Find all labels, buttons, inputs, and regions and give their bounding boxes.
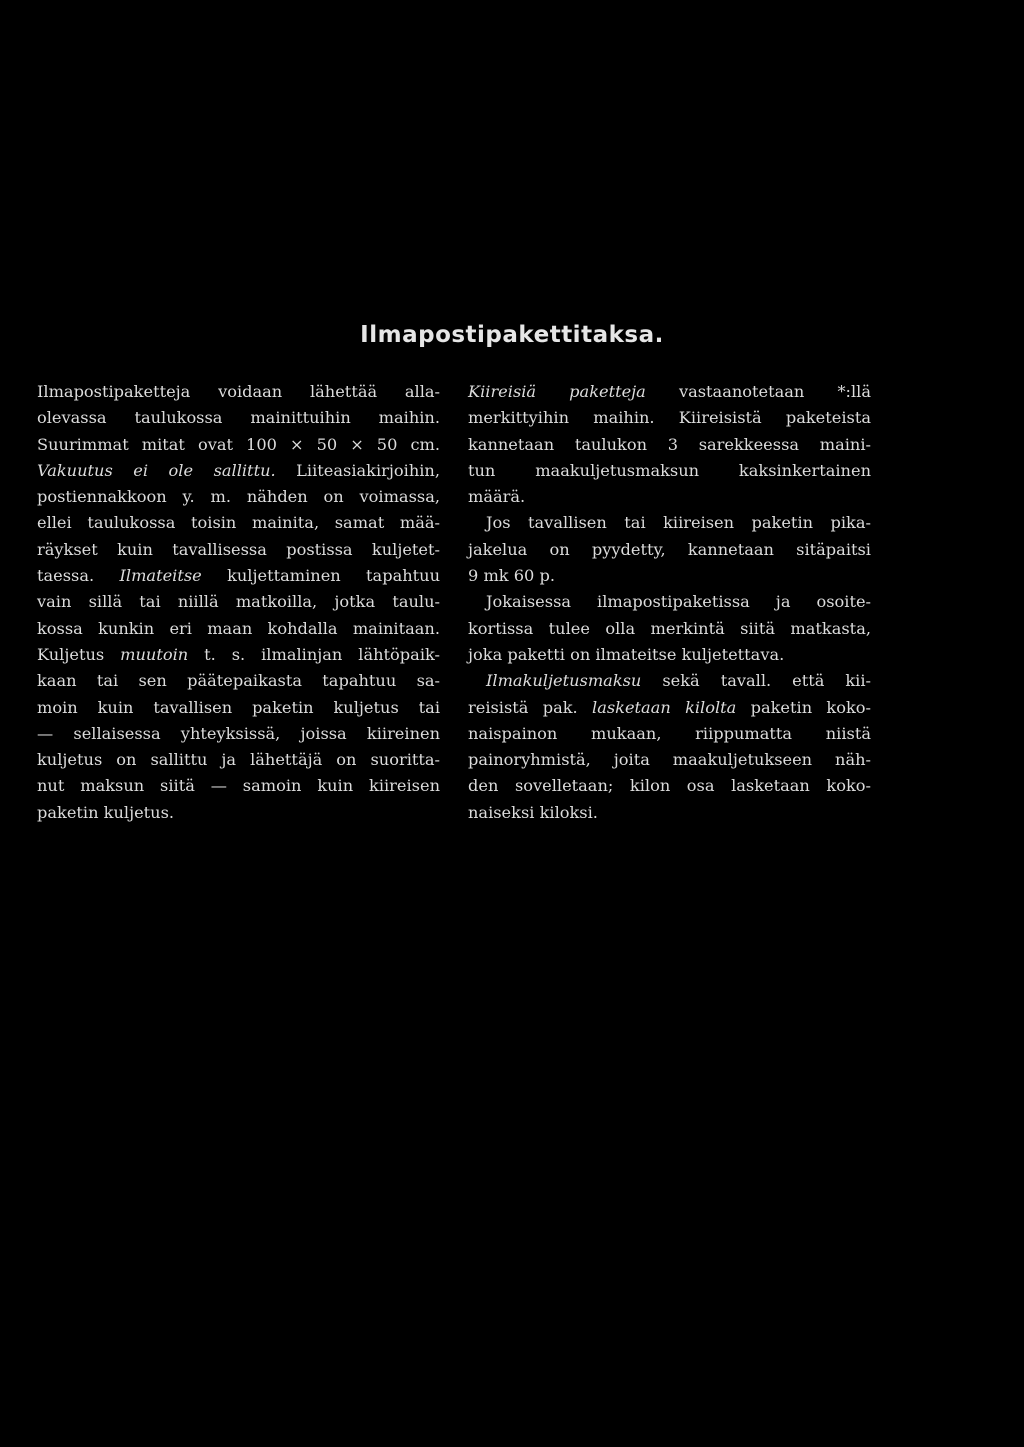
text-line: kossa kunkin eri maan kohdalla mainitaan. — [37, 618, 440, 638]
text-fragment: Liiteasiakirjoihin, — [275, 460, 440, 480]
text-line: kaan tai sen päätepaikasta tapahtuu sa- — [37, 671, 440, 691]
text-line: Jos tavallisen tai kiireisen paketin pika- — [486, 513, 871, 533]
text-line: ellei taulukossa toisin mainita, samat mää- — [37, 513, 440, 533]
text-line — [37, 458, 440, 484]
page-title: Ilmapostipakettitaksa. — [360, 322, 664, 348]
text-fragment: kuljettaminen tapahtuu — [201, 566, 441, 586]
text-line: — sellaisessa yhteyksissä, joissa kiireinen — [37, 723, 440, 743]
text-fragment: Kuljetus — [37, 644, 121, 664]
text-fragment: taessa. — [37, 566, 120, 586]
text-line: nut maksun siitä — samoin kuin kiireisen — [37, 776, 440, 796]
text-line: joka paketti on ilmateitse kuljetettava. — [468, 644, 785, 664]
text-line: kannetaan taulukon 3 sarekkeessa maini- — [468, 434, 871, 454]
italic-phrase: lasketaan kilolta — [592, 697, 737, 717]
italic-phrase: Vakuutus ei ole sallittu. — [37, 460, 276, 480]
text-line — [37, 563, 440, 589]
text-line: naiseksi kiloksi. — [468, 802, 598, 822]
text-line: vain sillä tai niillä matkoilla, jotka taulu- — [37, 592, 440, 612]
text-line: Ilmapostipaketteja voidaan lähettää alla- — [37, 382, 440, 401]
text-line: tun maakuljetusmaksun kaksinkertainen — [468, 460, 871, 480]
text-line: postiennakkoon y. m. nähden on voimassa, — [37, 487, 440, 507]
right-column — [468, 379, 871, 826]
text-line — [37, 642, 440, 668]
text-line — [468, 695, 871, 721]
text-line — [468, 668, 871, 694]
text-line: määrä. — [468, 487, 526, 507]
text-line: Jokaisessa ilmapostipaketissa ja osoite- — [486, 592, 871, 612]
text-line: olevassa taulukossa mainittuihin maihin. — [37, 408, 440, 428]
text-line: Suurimmat mitat ovat 100 × 50 × 50 cm. — [37, 434, 440, 454]
text-line: den sovelletaan; kilon osa lasketaan koko- — [468, 776, 871, 796]
text-line: merkittyihin maihin. Kiireisistä paketeista — [468, 408, 871, 428]
italic-phrase: Kiireisiä paketteja — [468, 382, 646, 401]
italic-phrase: Ilmateitse — [119, 566, 202, 586]
left-column — [37, 379, 440, 826]
text-line: kortissa tulee olla merkintä siitä matkasta, — [468, 618, 871, 638]
text-line — [468, 379, 871, 405]
italic-phrase: muutoin — [120, 644, 189, 664]
text-fragment: reisistä pak. — [468, 697, 593, 717]
text-fragment: vastaanotetaan *:llä — [645, 382, 871, 401]
text-line: jakelua on pyydetty, kannetaan sitäpaitsi — [468, 539, 871, 559]
text-line: paketin kuljetus. — [37, 802, 175, 822]
text-line: moin kuin tavallisen paketin kuljetus tai — [37, 697, 440, 717]
text-fragment: sekä tavall. että kii- — [641, 671, 871, 691]
text-fragment: t. s. ilmalinjan lähtöpaik- — [188, 644, 440, 664]
italic-phrase: Ilmakuljetusmaksu — [486, 671, 642, 691]
text-line: painoryhmistä, joita maakuljetukseen näh- — [468, 750, 871, 770]
text-line: räykset kuin tavallisessa postissa kuljetet- — [37, 539, 440, 559]
text-line: naispainon mukaan, riippumatta niistä — [468, 723, 871, 743]
text-line: kuljetus on sallittu ja lähettäjä on suoritta- — [37, 750, 440, 770]
text-line: 9 mk 60 p. — [468, 566, 555, 586]
text-fragment: paketin koko- — [736, 697, 871, 717]
